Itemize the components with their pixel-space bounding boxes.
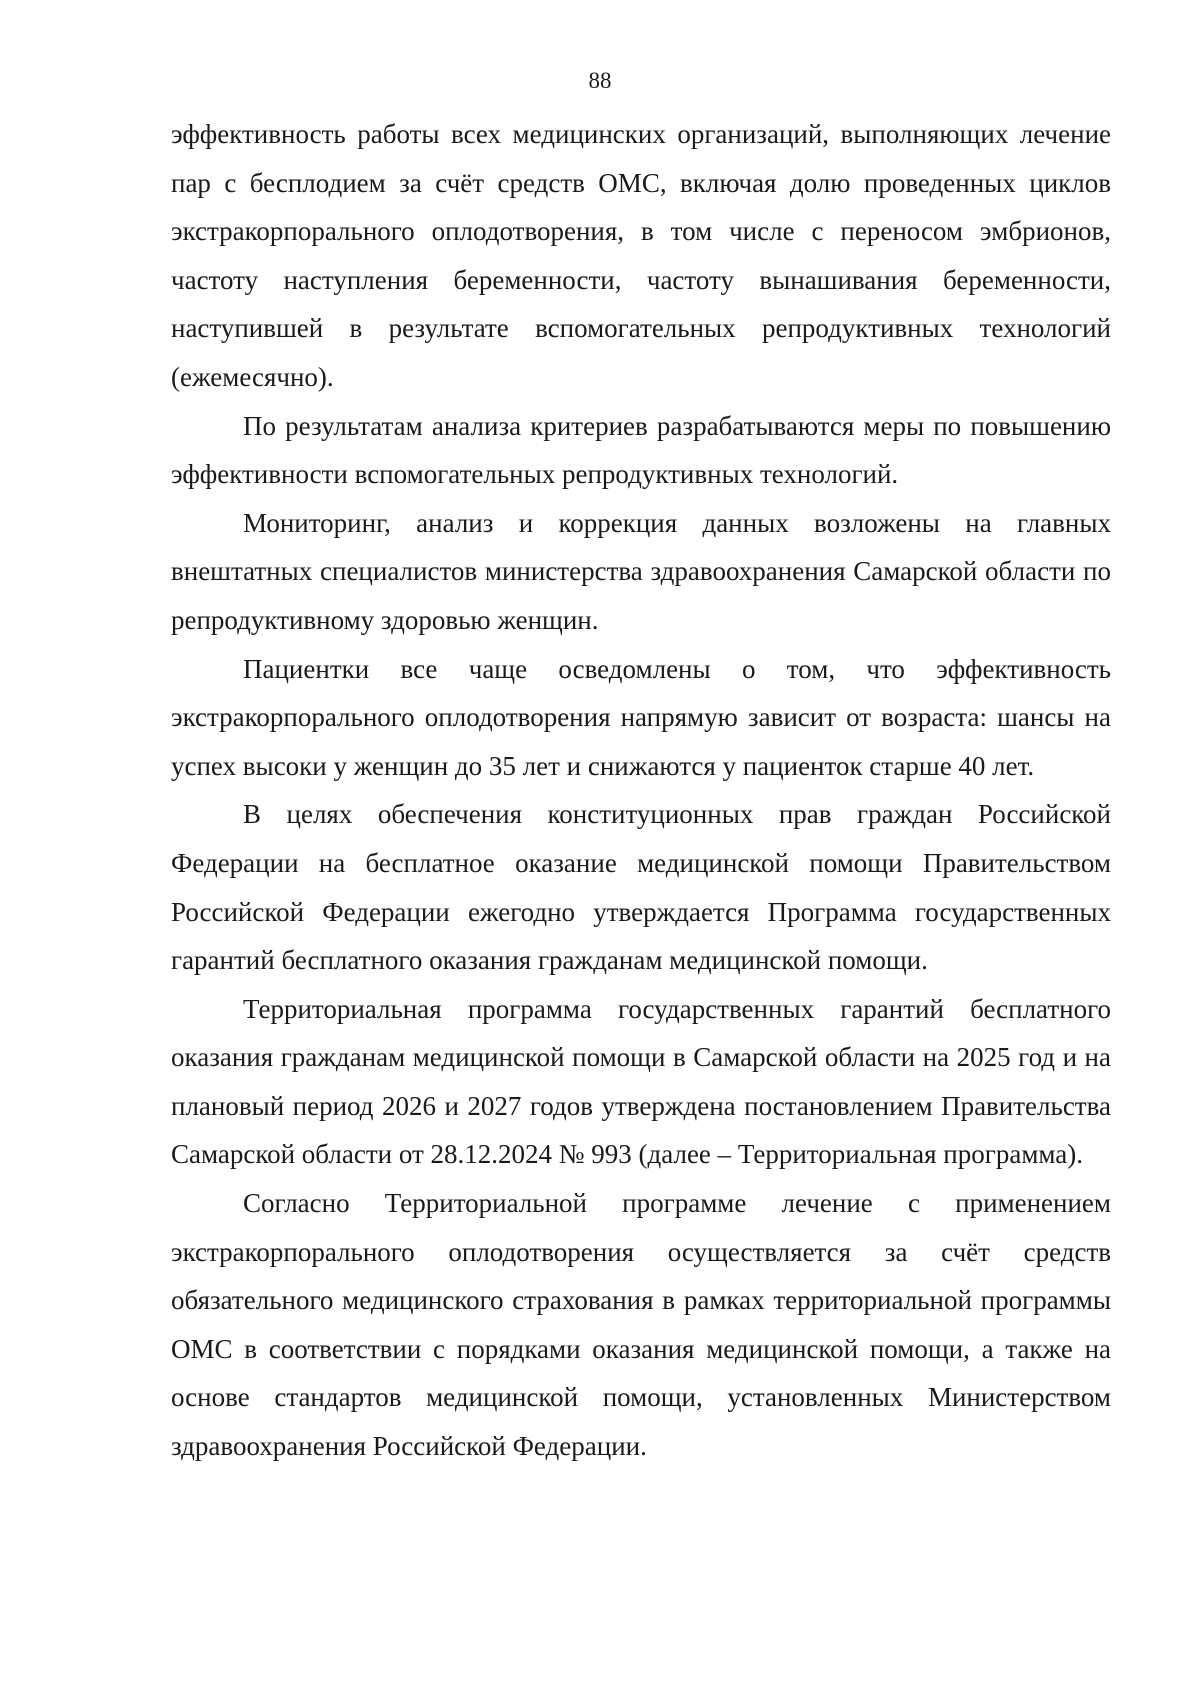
paragraph-criteria-analysis: По результатам анализа критериев разрабатываются меры по повышению эффективности вспомогательных репродуктивных технологий. (171, 410, 1111, 490)
paragraph-continuation: эффективность работы всех медицинских организаций, выполняющих лечение пар с бесплодием за счёт средств ОМС, включая долю проведенных циклов экстракорпорального оплодотворения, в том числе с переносом эмбрионов, частоту наступления беременности, частоту вынашивания беременности, наступившей в результате вспомогательных репродуктивных технологий (ежемесячно). (171, 119, 1111, 392)
paragraph-eco-funding: Согласно Территориальной программе лечение с применением экстракорпорального оплодотворения осуществляется за счёт средств обязательного медицинского страхования в рамках территориальной программы ОМС в соответствии с порядками оказания медицинской помощи, а также на основе стандартов медицинской помощи, установленных Министерством здравоохранения Российской Федерации. (171, 1188, 1111, 1462)
paragraph-territorial-program: Территориальная программа государственных гарантий бесплатного оказания гражданам медицинской помощи в Самарской области на 2025 год и на плановый период 2026 и 2027 годов утверждена постановлением Правительства Самарской области от 28.12.2024 № 993 (далее – Территориальная программа). (171, 993, 1111, 1170)
paragraph-monitoring: Мониторинг, анализ и коррекция данных возложены на главных внештатных специалистов министерства здравоохранения Самарской области по репродуктивному здоровью женщин. (171, 507, 1111, 635)
page-number: 88 (588, 68, 612, 93)
paragraph-constitutional-rights: В целях обеспечения конституционных прав граждан Российской Федерации на бесплатное оказание медицинской помощи Правительством Российской Федерации ежегодно утверждается Программа государственных гарантий бесплатного оказания гражданам медицинской помощи. (171, 799, 1111, 976)
paragraph-patients-awareness: Пациентки все чаще осведомлены о том, что эффективность экстракорпорального оплодотворения напрямую зависит от возраста: шансы на успех высоки у женщин до 35 лет и снижаются у пациенток старше 40 лет. (171, 653, 1111, 781)
document-body (171, 110, 1111, 1471)
